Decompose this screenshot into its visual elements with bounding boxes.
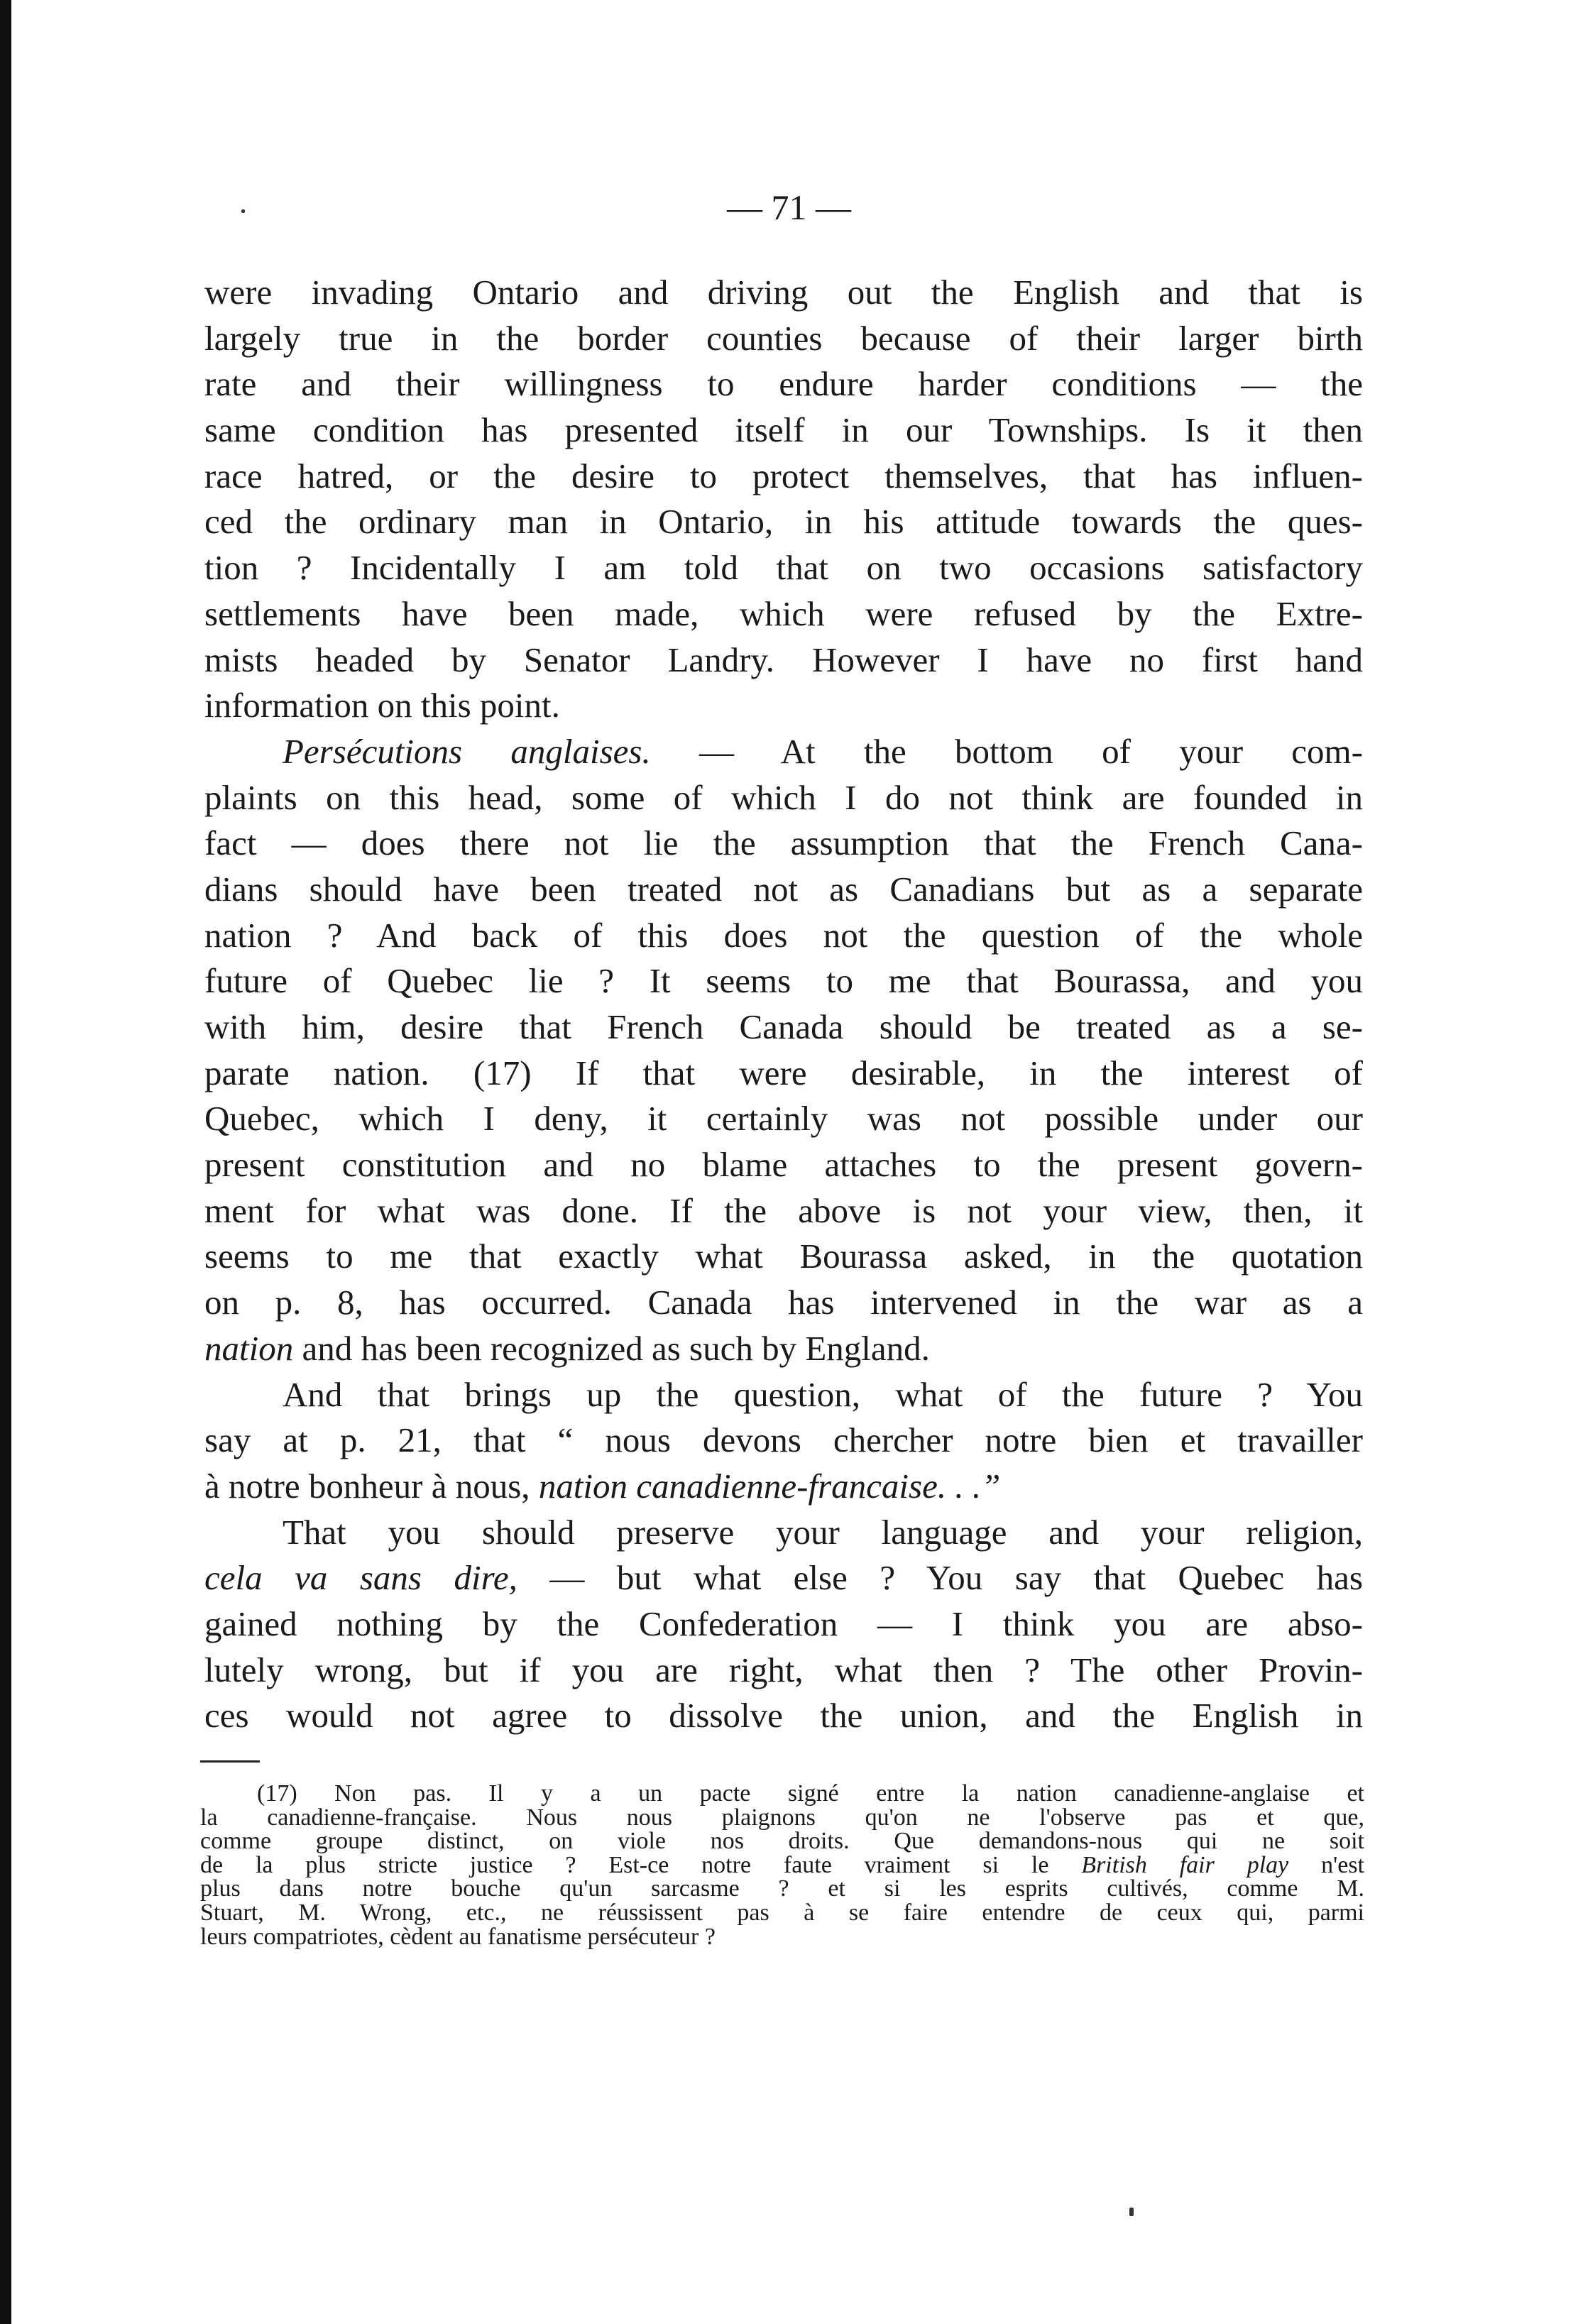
footnote-line: Stuart, M. Wrong, etc., ne réussissent pas à se faire entendre de ceux qui, parmi (200, 1899, 1364, 1926)
body-line: seems to me that exactly what Bourassa asked, in the quotation (204, 1237, 1363, 1276)
footnote-line: comme groupe distinct, on viole nos droits. Que demandons-nous qui ne soit (200, 1828, 1364, 1855)
body-line: future of Quebec lie ? It seems to me that Bourassa, and you (204, 961, 1363, 1001)
body-line: same condition has presented itself in our Townships. Is it then (204, 410, 1363, 450)
page-binding-edge (0, 0, 11, 2324)
body-line (204, 729, 1363, 775)
body-line: Quebec, which I deny, it certainly was not possible under our (204, 1099, 1363, 1139)
body-line: nation ? And back of this does not the question of the whole (204, 915, 1363, 955)
body-line: rate and their willingness to endure harder conditions — the (204, 364, 1363, 404)
body-line: information on this point. (204, 686, 560, 725)
body-line: And that brings up the question, what of the future ? You (283, 1374, 1363, 1414)
footnote-line: leurs compatriotes, cèdent au fanatisme persécuteur ? (200, 1923, 716, 1950)
body-line: mists headed by Senator Landry. However I have no first hand (204, 640, 1363, 679)
footnote-line-text: de la plus stricte justice ? Est-ce notre faute vraiment si le (200, 1851, 1082, 1878)
body-line: present constitution and no blame attaches to the present govern- (204, 1145, 1363, 1185)
body-line: largely true in the border counties because of their larger birth (204, 318, 1363, 358)
body-line (204, 1464, 1363, 1510)
body-line: gained nothing by the Confederation — I think you are abso- (204, 1604, 1363, 1643)
body-line: ces would not agree to dissolve the union, and the English in (204, 1696, 1363, 1736)
footnote-line-text: n'est (1288, 1851, 1364, 1878)
body-line: lutely wrong, but if you are right, what then ? The other Provin- (204, 1650, 1363, 1689)
body-line: parate nation. (17) If that were desirable, in the interest of (204, 1053, 1363, 1092)
print-speck (241, 209, 245, 213)
body-line: were invading Ontario and driving out the English and that is (204, 273, 1363, 312)
page-number: — 71 — (727, 187, 851, 227)
body-line-text: — but what else ? You say that Quebec has (517, 1558, 1363, 1598)
italic-phrase: Persécutions anglaises. (283, 731, 651, 771)
body-line: ment for what was done. If the above is not your view, then, it (204, 1190, 1363, 1230)
body-line: plaints on this head, some of which I do not think are founded in (204, 777, 1363, 817)
footnote-line: la canadienne-française. Nous nous plaignons qu'on ne l'observe pas et que, (200, 1804, 1364, 1831)
italic-phrase: cela va sans dire, (204, 1558, 517, 1598)
footnote-italic-phrase: British fair play (1081, 1851, 1289, 1878)
body-line: fact — does there not lie the assumption that the French Cana- (204, 823, 1363, 863)
body-line: That you should preserve your language and your religion, (283, 1512, 1363, 1552)
body-line: say at p. 21, that “ nous devons chercher notre bien et travailler (204, 1420, 1363, 1460)
footnote (200, 1782, 1364, 1948)
body-line (204, 1326, 1363, 1372)
body-line-text: à notre bonheur à nous, (204, 1466, 539, 1506)
body-line (204, 1555, 1363, 1601)
italic-phrase: nation canadienne-francaise. . .” (538, 1466, 1001, 1506)
body-line: ced the ordinary man in Ontario, in his attitude towards the ques- (204, 502, 1363, 542)
footnote-rule (200, 1760, 260, 1763)
footnote-line: plus dans notre bouche qu'un sarcasme ? et si les esprits cultivés, comme M. (200, 1875, 1364, 1902)
body-line: with him, desire that French Canada should be treated as a se- (204, 1007, 1363, 1046)
body-text (204, 270, 1363, 1739)
print-speck (1129, 2208, 1134, 2216)
footnote-line (200, 1853, 1364, 1878)
footnote-line: (17) Non pas. Il y a un pacte signé entre la nation canadienne-anglaise et (257, 1780, 1364, 1807)
body-line: on p. 8, has occurred. Canada has intervened in the war as a (204, 1283, 1363, 1322)
body-line-text: and has been recognized as such by England. (293, 1328, 930, 1368)
body-line-text: — At the bottom of your com- (699, 731, 1363, 771)
body-line: dians should have been treated not as Canadians but as a separate (204, 869, 1363, 909)
italic-phrase: nation (204, 1328, 294, 1368)
body-line: tion ? Incidentally I am told that on two occasions satisfactory (204, 548, 1363, 588)
body-line: settlements have been made, which were refused by the Extre- (204, 593, 1363, 633)
body-line: race hatred, or the desire to protect themselves, that has influen- (204, 456, 1363, 495)
